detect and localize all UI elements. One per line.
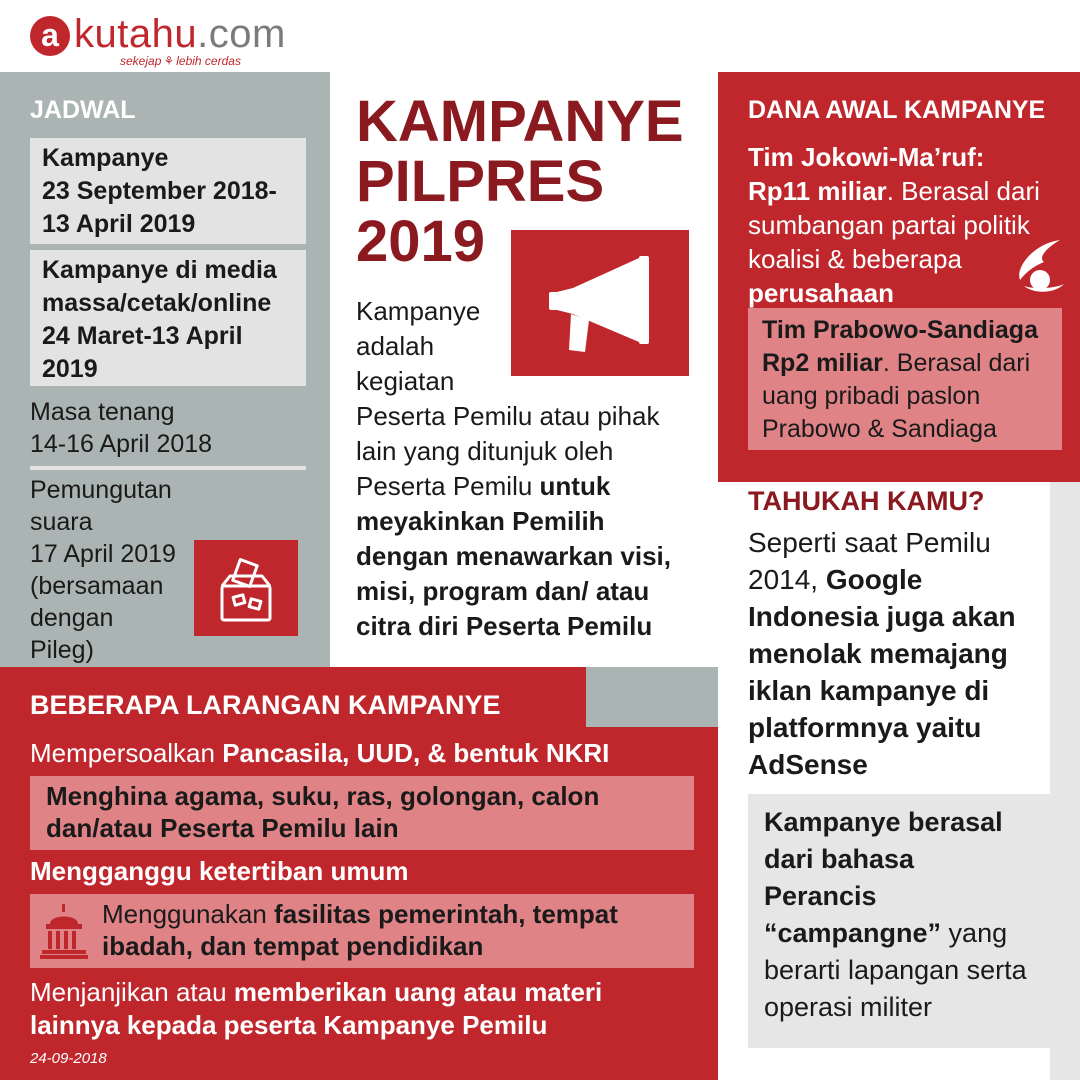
def-paragraph: Peserta Pemilu atau pihak lain yang ditunjuk oleh Peserta Pemilu untuk meyakinkan Pemilih dengan menawarkan visi, misi, program dan/ atau citra diri Peserta Pemilu xyxy=(356,401,672,641)
pungut-line: dengan xyxy=(30,604,114,632)
jokowi-detail: Rp11 miliar. Berasal dari sumbangan partai politik koalisi & beberapa perusahaan xyxy=(748,176,1040,308)
kampanye-definition xyxy=(356,294,696,644)
site-logo[interactable] xyxy=(30,8,330,68)
dana-title: DANA AWAL KAMPANYE xyxy=(748,96,1046,124)
dana-jokowi xyxy=(748,140,1048,310)
jadwal-line: massa/cetak/online xyxy=(42,289,272,317)
government-building-icon xyxy=(38,902,90,960)
tahukah-text: Seperti saat Pemilu 2014, Google Indonesia juga akan menolak memajang iklan kampanye di platformnya yaitu AdSense xyxy=(748,527,1016,780)
jadwal-line: Kampanye xyxy=(42,144,169,172)
title-line: PILPRES xyxy=(356,149,605,214)
larangan-item: Mempersoalkan Pancasila, UUD, & bentuk NKRI xyxy=(30,738,610,768)
jadwal-line: 23 September 2018- xyxy=(42,177,277,205)
pungut-line: (bersamaan xyxy=(30,572,164,600)
larangan-title: BEBERAPA LARANGAN KAMPANYE xyxy=(30,690,501,720)
publish-date: 24-09-2018 xyxy=(30,1050,107,1067)
jadwal-line: 2019 xyxy=(42,355,98,383)
larangan-item: Menghina agama, suku, ras, golongan, calon dan/atau Peserta Pemilu lain xyxy=(30,776,694,850)
larangan-item: Menjanjikan atau memberikan uang atau materi lainnya kepada peserta Kampanye Pemilu xyxy=(30,977,603,1040)
masa-tenang xyxy=(30,396,310,460)
jadwal-title: JADWAL xyxy=(30,96,136,124)
prabowo-detail: Rp2 miliar. Berasal dari uang pribadi paslon Prabowo & Sandiaga xyxy=(762,349,1031,443)
jadwal-line: 24 Maret-13 April xyxy=(42,322,243,350)
title-line: KAMPANYE xyxy=(356,89,684,154)
jokowi-name: Tim Jokowi-Ma’ruf: xyxy=(748,142,985,172)
logo-tagline: sekejap ⚘ lebih cerdas xyxy=(120,54,241,68)
tenang-label: Masa tenang xyxy=(30,398,175,426)
jadwal-kampanye-box xyxy=(30,138,306,244)
tenang-date: 14-16 April 2018 xyxy=(30,430,213,458)
def-line: Kampanye xyxy=(356,296,481,326)
panel-notch xyxy=(586,667,718,727)
jadwal-line: 13 April 2019 xyxy=(42,210,196,238)
prabowo-name: Tim Prabowo-Sandiaga xyxy=(762,316,1038,344)
side-bar xyxy=(1050,482,1080,1080)
larangan-item: Mengganggu ketertiban umum xyxy=(30,856,409,886)
pungut-line: Pileg) xyxy=(30,636,94,664)
def-line: adalah xyxy=(356,331,435,361)
logo-mark: a xyxy=(30,16,70,56)
pungut-line: Pemungutan suara xyxy=(30,476,172,536)
def-line: kegiatan xyxy=(356,366,455,396)
divider xyxy=(30,466,306,470)
title-line: 2019 xyxy=(356,209,486,274)
tahukah-title: TAHUKAH KAMU? xyxy=(748,486,985,516)
jadwal-media-box xyxy=(30,250,306,386)
asal-kata-box: Kampanye berasal dari bahasa Perancis “campangne” yang berarti lapangan serta operasi militer xyxy=(748,794,1050,1048)
jadwal-line: Kampanye di media xyxy=(42,256,277,284)
logo-wordmark: kutahu.com xyxy=(74,12,286,56)
pungut-line: 17 April 2019 xyxy=(30,540,176,568)
dana-prabowo xyxy=(748,308,1062,450)
ballot-box-icon xyxy=(194,540,298,636)
larangan-item: Menggunakan fasilitas pemerintah, tempat ibadah, dan tempat pendidikan xyxy=(30,894,694,968)
party-logo-icon xyxy=(1010,236,1066,296)
